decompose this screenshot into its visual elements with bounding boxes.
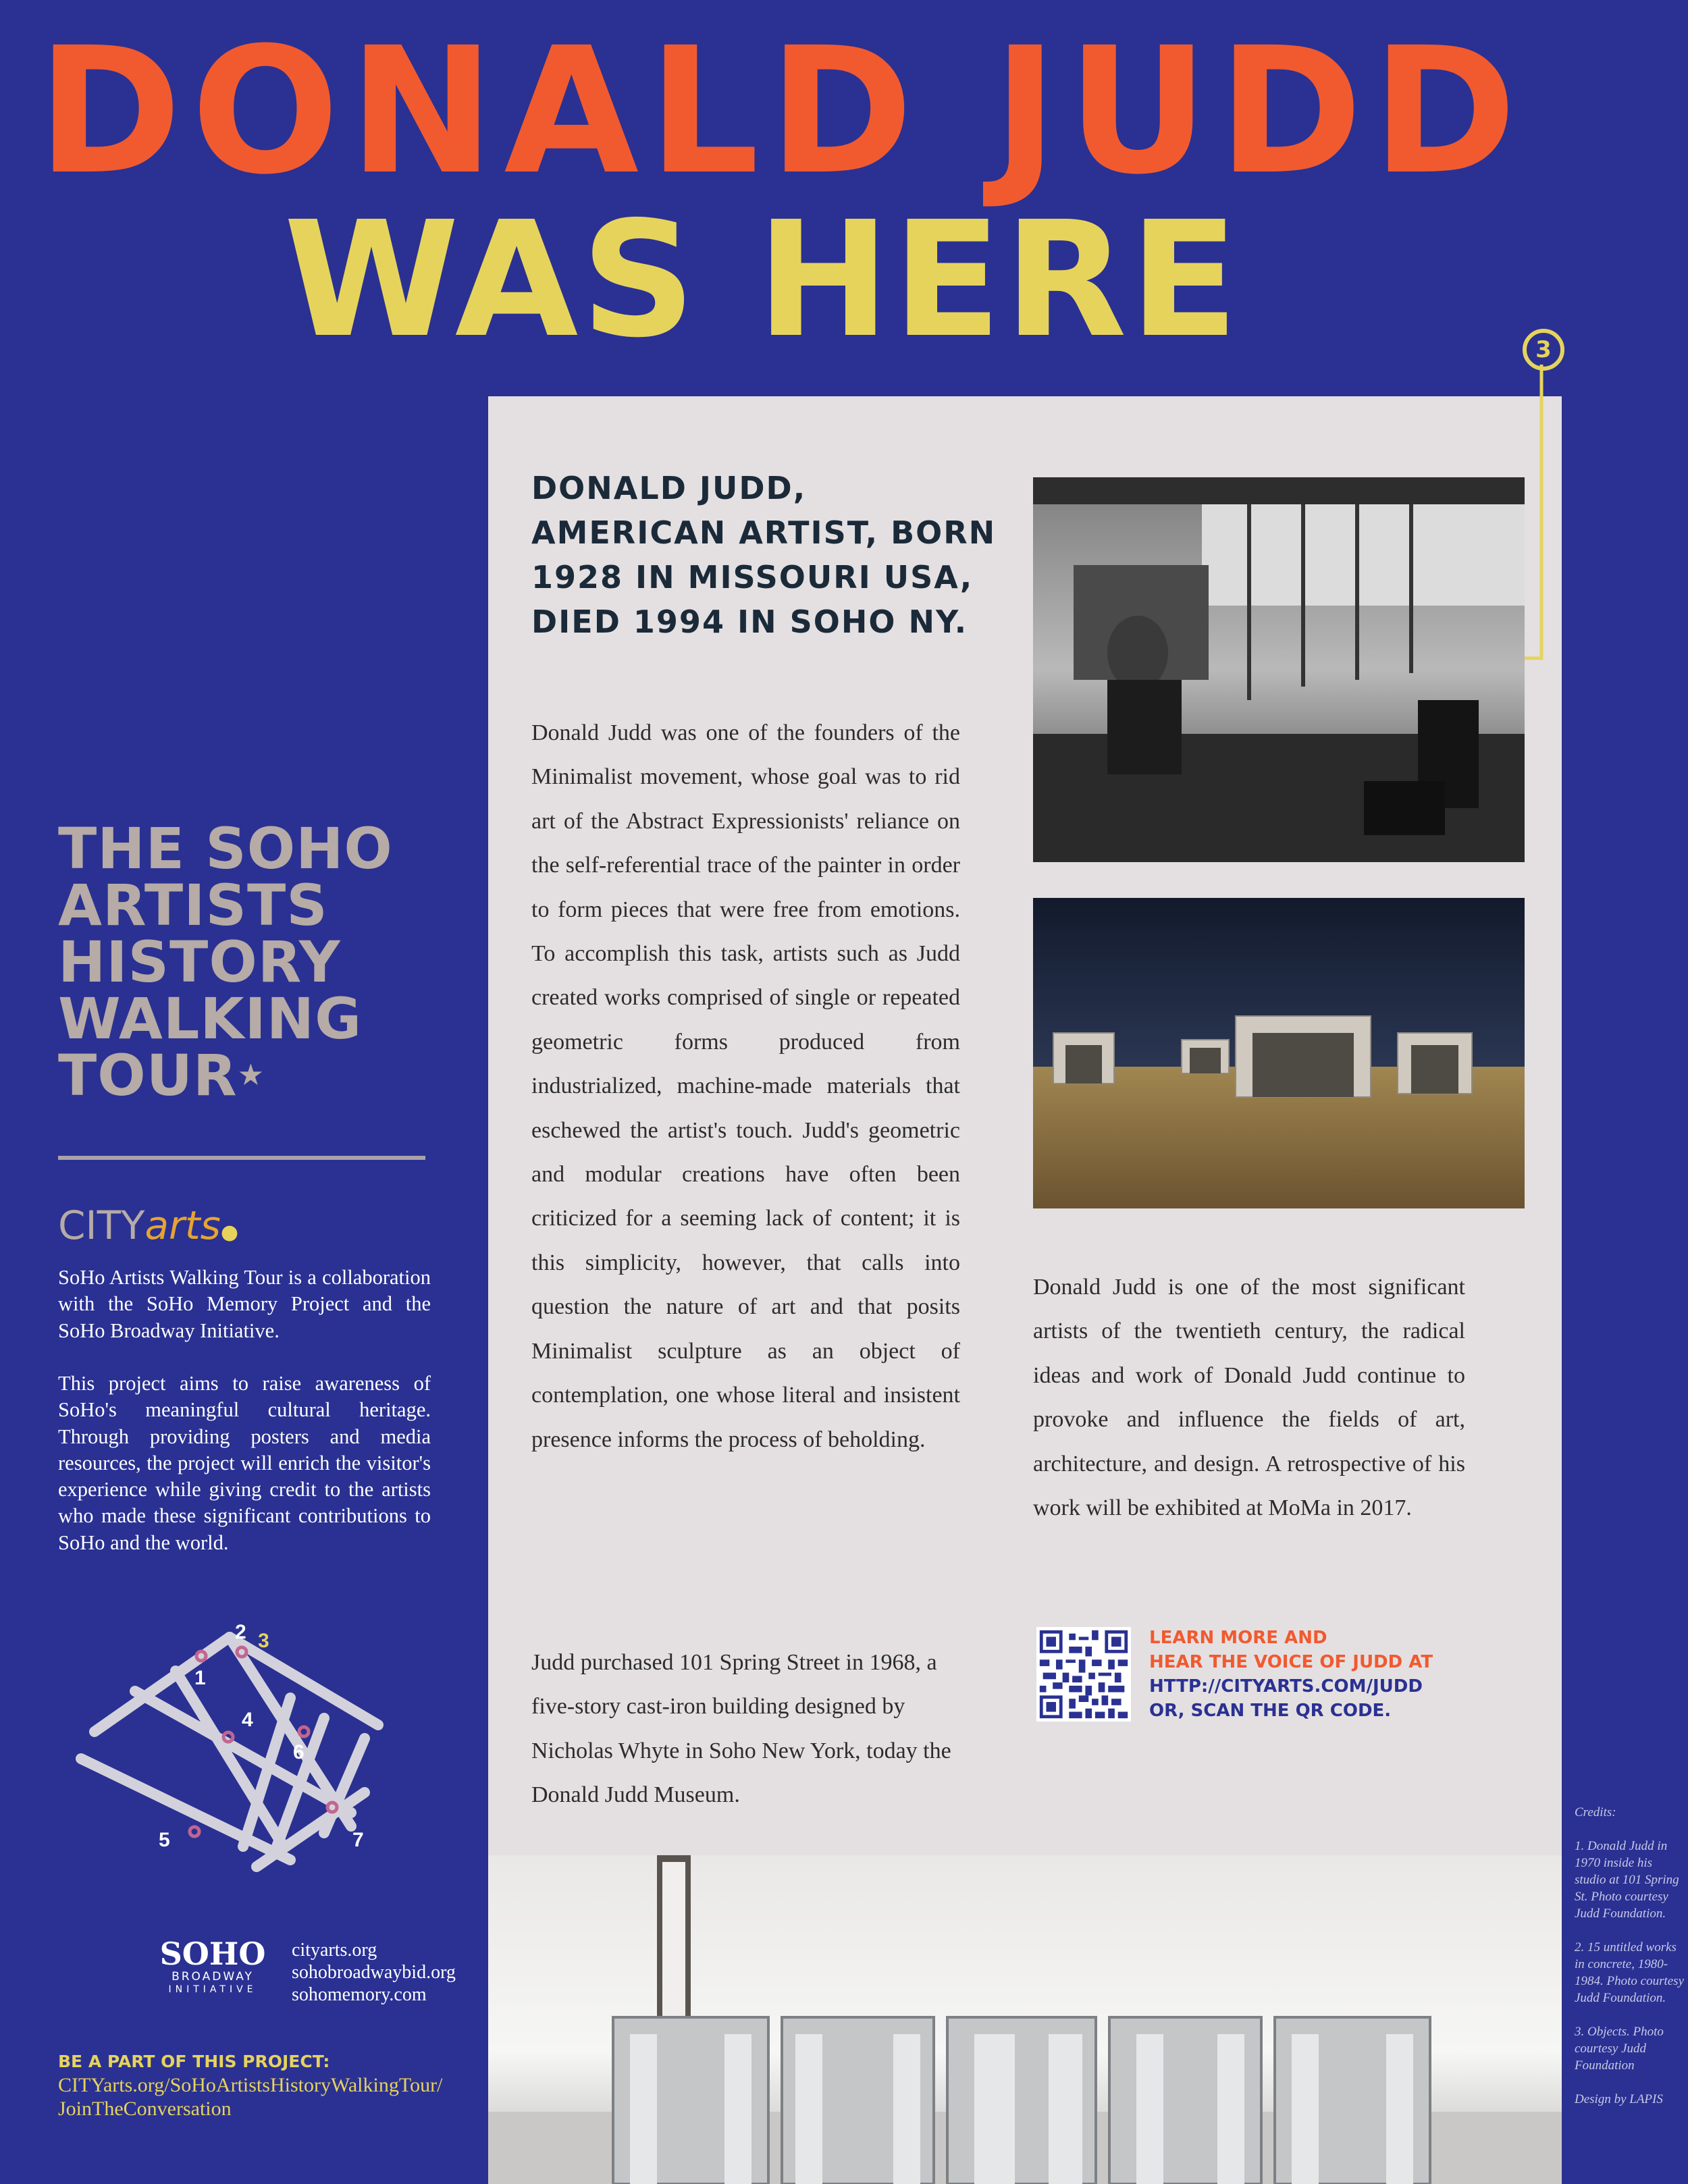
link-sohomemory[interactable]: sohomemory.com: [292, 1984, 427, 2005]
credits-label: Credits:: [1575, 1805, 1616, 1819]
credit-2: 2. 15 untitled works in concrete, 1980-1984. Photo courtesy Judd Foundation.: [1575, 1940, 1685, 2005]
collaboration-text: SoHo Artists Walking Tour is a collaboration with the SoHo Memory Project and the SoHo Broadway Initiative.: [58, 1266, 431, 1342]
partner-links: [292, 1939, 467, 2006]
cityarts-logo-dot: ●: [220, 1221, 239, 1244]
biography-paragraph: Donald Judd was one of the founders of the Minimalist movement, whose goal was to rid art of the Abstract Expressionists' reliance on the self-referential trace of the painter in order to form pieces that were free from emotions. To accomplish this task, artists such as Judd created works comprised of single or repeated geometric forms produced from industrialized, machine-made materials that eschewed the artist's touch. Judd's geometric and modular creations have often been criticized for a seeming lack of content; it is this simplicity, however, that calls into question the nature of art and that posits Minimalist sculpture as an object of contemplation, one whose literal and insistent presence informs the process of beholding.: [531, 720, 960, 1452]
map-stop-4: 4: [242, 1709, 253, 1731]
artist-heading: DONALD JUDD, AMERICAN ARTIST, BORN 1928 IN MISSOURI USA, DIED 1994 IN SOHO NY.: [531, 470, 997, 640]
headline-line-2: WAS HERE: [284, 187, 1242, 373]
learn-more-callout[interactable]: [1149, 1626, 1527, 1723]
learn-line-4: OR, SCAN THE QR CODE.: [1149, 1701, 1392, 1721]
walking-tour-map: [68, 1624, 392, 1873]
map-stop-6: 6: [293, 1741, 305, 1763]
link-sohobroadwaybid[interactable]: sohobroadwaybid.org: [292, 1962, 456, 1983]
map-stop-1: 1: [194, 1667, 206, 1689]
soho-logo-sub2: INITIATIVE: [168, 1984, 257, 1995]
link-cityarts[interactable]: cityarts.org: [292, 1940, 377, 1961]
map-stop-7: 7: [352, 1829, 364, 1851]
project-aim-text: This project aims to raise awareness of SoHo's meaningful cultural heritage. Through providing posters and media resources, the project will enrich the visitor's experience while giving credit to the artists who made these significant contributions to SoHo and the world.: [58, 1372, 431, 1554]
building-paragraph: Judd purchased 101 Spring Street in 1968, a five-story cast-iron building designed by Nicholas Whyte in Soho New York, today the Donald Judd Museum.: [531, 1650, 951, 1808]
cityarts-logo-city: CITY: [58, 1202, 145, 1248]
soho-logo-sub1: BROADWAY: [172, 1970, 254, 1983]
cityarts-logo: [58, 1202, 261, 1248]
significance-paragraph: Donald Judd is one of the most significant artists of the twentieth century, the radical ideas and work of Donald Judd continue to provoke and influence the fields of art, architecture, and design. A retrospective of his work will be exhibited at MoMa in 2017.: [1033, 1275, 1465, 1521]
soho-logo-main: SOHO: [159, 1936, 266, 1972]
studio-photo: [1033, 477, 1525, 862]
photo-credits: [1575, 1804, 1686, 2108]
credit-3: 3. Objects. Photo courtesy Judd Foundation: [1575, 2025, 1664, 2073]
credit-1: 1. Donald Judd in 1970 inside his studio at 101 Spring St. Photo courtesy Judd Foundation.: [1575, 1839, 1679, 1921]
soho-broadway-logo: [155, 1938, 270, 1998]
learn-url-link[interactable]: HTTP://CITYARTS.COM/JUDD: [1149, 1676, 1423, 1697]
qr-code[interactable]: [1036, 1627, 1131, 1722]
design-credit: Design by LAPIS: [1575, 2092, 1663, 2106]
map-stop-5: 5: [159, 1829, 170, 1851]
learn-line-1: LEARN MORE AND: [1149, 1628, 1327, 1648]
map-stop-3: 3: [258, 1630, 269, 1652]
sidebar-divider: [58, 1156, 425, 1160]
star-icon: ★: [237, 1058, 265, 1092]
tour-title-text: THE SOHO ARTISTS HISTORY WALKING TOUR: [58, 816, 393, 1109]
concrete-works-photo: [1033, 898, 1525, 1208]
tour-title: [58, 816, 450, 1109]
stop-number-marker: 3: [1523, 329, 1564, 371]
headline-line-1: DONALD JUDD: [37, 10, 1527, 213]
objects-gallery-photo: [488, 1855, 1562, 2184]
map-stop-2: 2: [235, 1624, 246, 1643]
be-part-link[interactable]: CITYarts.org/SoHoArtistsHistoryWalkingTour/JoinTheConversation: [58, 2074, 443, 2120]
be-part-label: BE A PART OF THIS PROJECT:: [58, 2052, 330, 2071]
cityarts-logo-arts: arts: [144, 1202, 221, 1248]
learn-line-2: HEAR THE VOICE OF JUDD AT: [1149, 1652, 1433, 1672]
